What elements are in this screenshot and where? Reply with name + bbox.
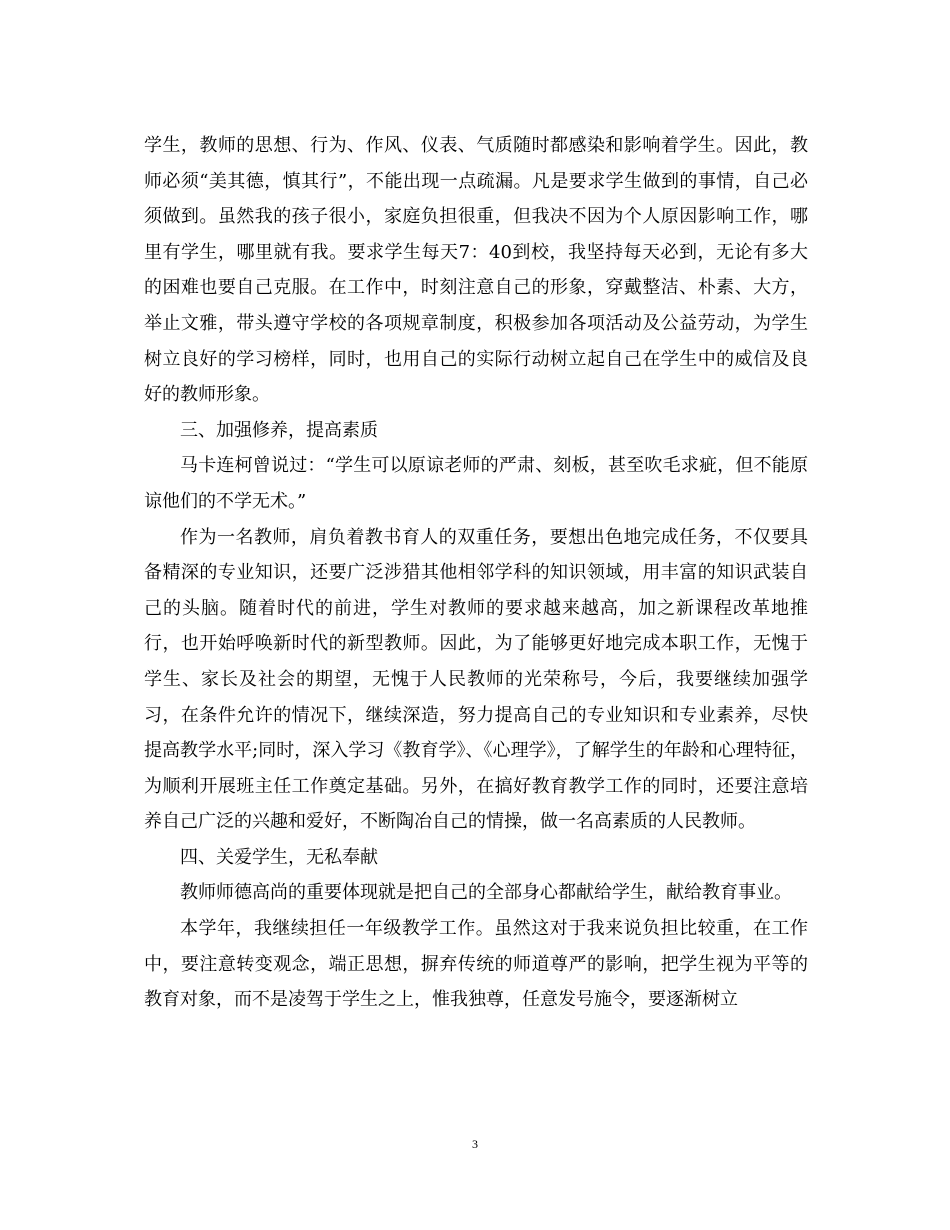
section-heading-4: 四、关爱学生，无私奉献 (180, 846, 378, 868)
paragraph: 作为一名教师，肩负着教书育人的双重任务，要想出色地完成任务，不仅要具备精深的专业知识，还要广泛涉猎其他相邻学科的知识领域，用丰富的知识武装自己的头脑。随着时代的前进，学生对教师的要求越来越高，加之新课程改革地推行，也开始呼唤新时代的新型教师。因此，为了能够更好地完成本职工作，无愧于学生、家长及社会的期望，无愧于人民教师的光荣称号，今后，我要继续加强学习，在条件允许的情况下，继续深造，努力提高自己的专业知识和专业素养，尽快提高教学水平;同时，深入学习《教育学》、《心理学》，了解学生的年龄和心理特征，为顺利开展班主任工作奠定基础。另外，在搞好教育教学工作的同时，还要注意培养自己广泛的兴趣和爱好，不断陶冶自己的情操，做一名高素质的人民教师。 (144, 526, 808, 833)
body-text (144, 128, 808, 1018)
paragraph-quote: 马卡连柯曾说过：“学生可以原谅老师的严肃、刻板，甚至吹毛求疵，但不能原谅他们的不学无术。” (144, 455, 808, 512)
section-heading-3: 三、加强修养，提高素质 (180, 419, 378, 441)
paragraph: 教师师德高尚的重要体现就是把自己的全部身心都献给学生，献给教育事业。 (180, 882, 792, 904)
page-number: 3 (472, 1137, 478, 1151)
paragraph: 本学年，我继续担任一年级教学工作。虽然这对于我来说负担比较重，在工作中，要注意转变观念，端正思想，摒弃传统的师道尊严的影响，把学生视为平等的教育对象，而不是凌驾于学生之上，惟我独尊，任意发号施令，要逐渐树立 (144, 918, 808, 1011)
paragraph-continuation: 学生，教师的思想、行为、作风、仪表、气质随时都感染和影响着学生。因此，教师必须“美其德，慎其行”，不能出现一点疏漏。凡是要求学生做到的事情，自己必须做到。虽然我的孩子很小，家庭负担很重，但我决不因为个人原因影响工作，哪里有学生，哪里就有我。要求学生每天7：40到校，我坚持每天必到，无论有多大的困难也要自己克服。在工作中，时刻注意自己的形象，穿戴整洁、朴素、大方，举止文雅，带头遵守学校的各项规章制度，积极参加各项活动及公益劳动，为学生树立良好的学习榜样，同时，也用自己的实际行动树立起自己在学生中的威信及良好的教师形象。 (144, 135, 808, 406)
